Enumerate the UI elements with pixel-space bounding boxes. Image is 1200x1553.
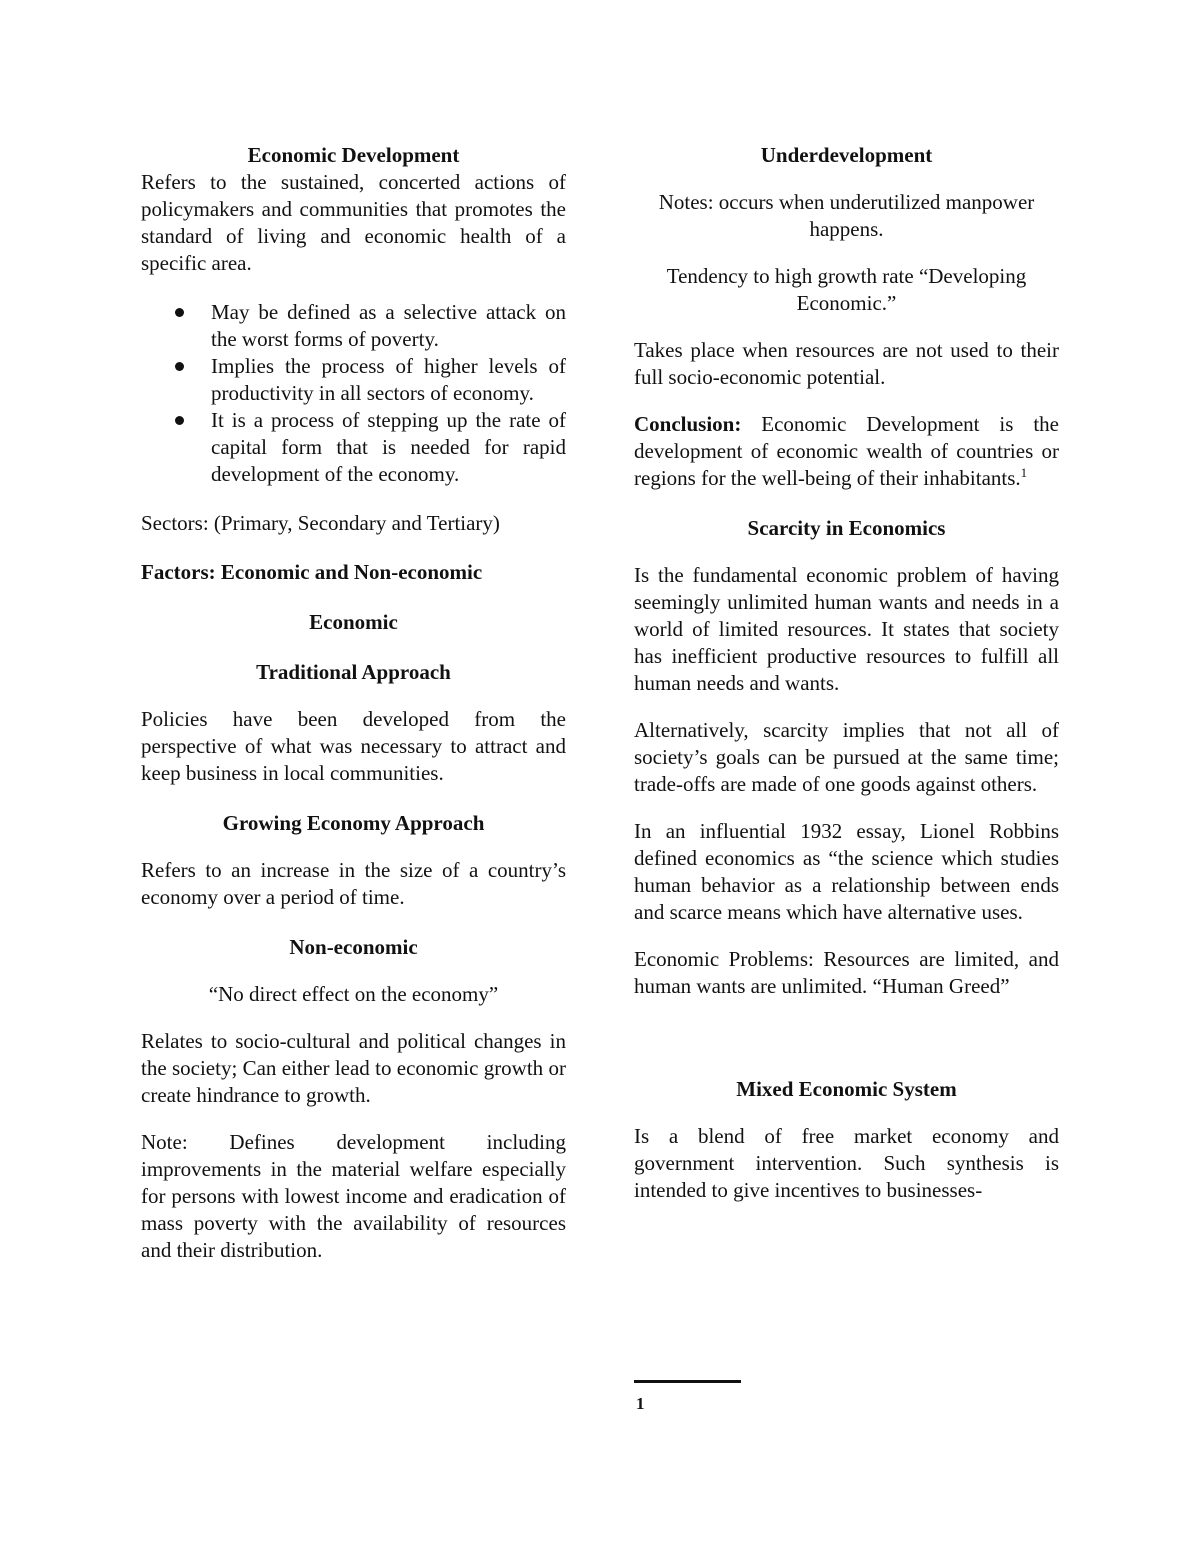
- non-economic-quote: “No direct effect on the economy”: [208, 982, 499, 1006]
- list-item: It is a process of stepping up the rate of capital form that is needed for rapid development of the economy.: [141, 407, 566, 488]
- list-item: May be defined as a selective attack on the worst forms of poverty.: [141, 299, 566, 353]
- sectors-line: Sectors: (Primary, Secondary and Tertiary): [141, 511, 500, 535]
- bullet-icon: [175, 308, 184, 317]
- non-economic-heading: Non-economic: [289, 935, 418, 959]
- footnote-reference: 1: [1020, 465, 1028, 480]
- scarcity-paragraph-2: Alternatively, scarcity implies that not all of society’s goals can be pursued at the same time; trade-offs are made of one goods against others.: [634, 718, 1059, 796]
- left-column: [141, 141, 566, 1264]
- list-item: Implies the process of higher levels of productivity in all sectors of economy.: [141, 353, 566, 407]
- growing-economy-heading: Growing Economy Approach: [222, 811, 485, 835]
- bullet-icon: [175, 362, 184, 371]
- note-text: Note: Defines development including improvements in the material welfare especially for persons with lowest income and eradication of mass poverty with the availability of resources and their distribution.: [141, 1130, 566, 1262]
- traditional-approach-heading: Traditional Approach: [256, 660, 451, 684]
- economic-development-bullet-list: [141, 299, 566, 488]
- non-economic-text: Relates to socio-cultural and political changes in the society; Can either lead to economic growth or create hindrance to growth.: [141, 1029, 566, 1107]
- underdevelopment-heading: Underdevelopment: [760, 143, 933, 167]
- mixed-economic-text: Is a blend of free market economy and government intervention. Such synthesis is intended to give incentives to businesses-: [634, 1124, 1059, 1202]
- factors-line: Factors: Economic and Non-economic: [141, 560, 483, 584]
- economic-development-definition: Refers to the sustained, concerted actions of policymakers and communities that promotes the standard of living and economic health of a specific area.: [141, 170, 566, 275]
- takes-place-text: Takes place when resources are not used to their full socio-economic potential.: [634, 338, 1059, 389]
- economic-heading: Economic: [309, 610, 398, 634]
- growing-economy-text: Refers to an increase in the size of a country’s economy over a period of time.: [141, 858, 566, 909]
- tendency-text: Tendency to high growth rate “Developing Economic.”: [666, 264, 1027, 315]
- economic-development-heading: Economic Development: [247, 143, 460, 167]
- bullet-icon: [175, 416, 184, 425]
- conclusion-label: Conclusion:: [634, 412, 742, 436]
- scarcity-paragraph-1: Is the fundamental economic problem of having seemingly unlimited human wants and needs in a world of limited resources. It states that society has inefficient productive resources to fulfill all human needs and wants.: [634, 563, 1059, 695]
- footnote-number: 1: [636, 1394, 645, 1413]
- footnote-separator: [634, 1380, 741, 1383]
- underdevelopment-note: Notes: occurs when underutilized manpower happens.: [658, 190, 1035, 241]
- scarcity-paragraph-4: Economic Problems: Resources are limited, and human wants are unlimited. “Human Greed”: [634, 947, 1059, 998]
- scarcity-heading: Scarcity in Economics: [747, 516, 946, 540]
- conclusion-paragraph: [634, 411, 1059, 492]
- mixed-economic-heading: Mixed Economic System: [736, 1077, 957, 1101]
- conclusion-text: Economic Development is the development of economic wealth of countries or regions for the well-being of their inhabitants.: [634, 412, 1059, 490]
- traditional-approach-text: Policies have been developed from the perspective of what was necessary to attract and keep business in local communities.: [141, 707, 566, 785]
- right-column: [634, 141, 1059, 1204]
- scarcity-paragraph-3: In an influential 1932 essay, Lionel Robbins defined economics as “the science which studies human behavior as a relationship between ends and scarce means which have alternative uses.: [634, 819, 1059, 924]
